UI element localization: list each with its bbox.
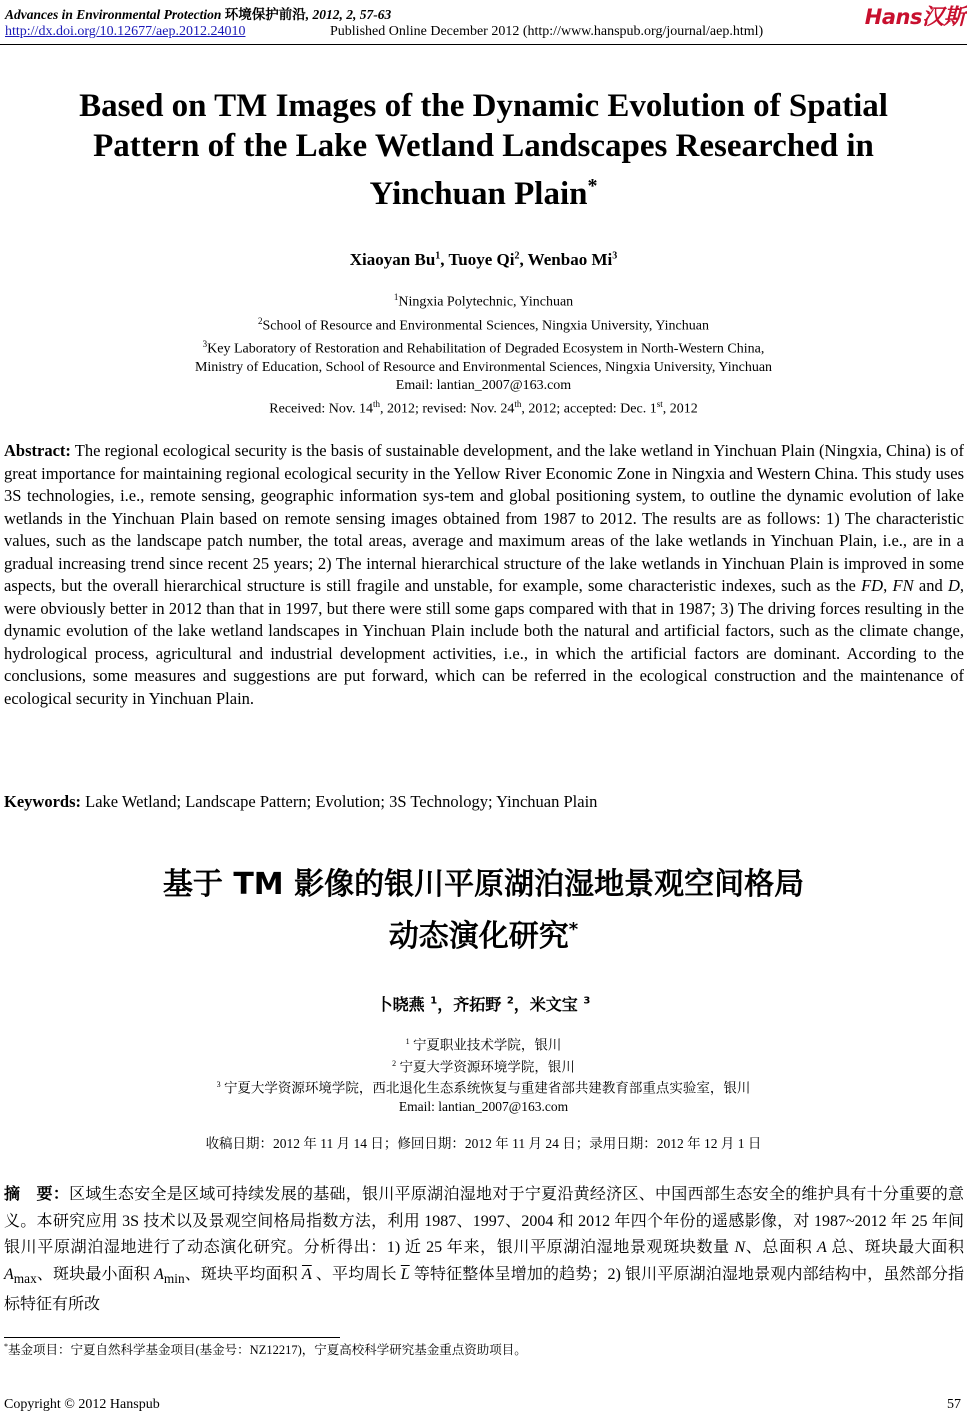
journal-citation: , 2012, 2, 57-63 [305,7,392,22]
authors-cn [0,992,967,1015]
affiliation-en: $^3$Key Laboratory of Restoration and Rehabilitation of Degraded Ecosystem in North-Western China, [202,339,765,357]
author-cn: 齐拓野 $^2$， [453,995,530,1014]
author-cn: 米文宝 $^3$ [529,995,591,1014]
footnote: *基金项目：宁夏自然科学基金项目(基金号：NZ12217)，宁夏高校科学研究基金重点资助项目。 [4,1341,527,1357]
page-number: 57 [947,1397,961,1412]
title-en [20,86,947,214]
doi-link[interactable]: http://dx.doi.org/10.12677/aep.2012.24010 [5,24,246,39]
affiliation-cn: $^1$ 宁夏职业技术学院，银川 [405,1037,562,1053]
journal-name-en: Advances in Environmental Protection [5,7,222,22]
title-cn [0,862,967,959]
keywords-text: Lake Wetland; Landscape Pattern; Evolution; 3S Technology; Yinchuan Plain [81,792,598,811]
footnote-divider [4,1337,340,1338]
received-dates-cn: 收稿日期：2012 年 11 月 14 日；修回日期：2012 年 11 月 24 日；录用日期：2012 年 12 月 1 日 [205,1136,762,1151]
affiliation-en: $^2$School of Resource and Environmental Sciences, Ningxia University, Yinchuan [258,315,709,334]
logo-hans: Hans [864,5,922,29]
email-en: Email: lantian_2007@163.com [395,377,572,393]
affiliation-en: $^1$Ningxia Polytechnic, Yinchuan [393,292,574,310]
published-online: Published Online December 2012 (http://www.hanspub.org/journal/aep.html) [330,24,764,39]
received-dates-en: Received: Nov. 14th, 2012; revised: Nov. 24th, 2012; accepted: Dec. 1st, 2012 [269,399,698,417]
author-en: Wenbao Mi$^3$ [527,250,618,269]
title-cn-line-1: 基于 TM 影像的银川平原湖泊湿地景观空间格局 [162,867,805,902]
title-footnote-mark: * [587,175,598,197]
author-en: Xiaoyan Bu$^1$, [349,250,449,269]
abstract-cn: 摘 要：区域生态安全是区域可持续发展的基础，银川平原湖泊湿地对于宁夏沿黄经济区、中国西部生态安全的维护具有十分重要的意义。本研究应用 3S 技术以及景观空间格局指数方法，利用 1987、1997、2004 和 2012 年四个年份的遥感影像，对 1987~2012 年 25 年间银川平原湖泊湿地进行了动态演化研究。分析得出：1) 近 25 年来，银川平原湖泊湿地景观斑块数量 N、总面积 A 总、斑块最大面积 $A_{max}$、斑块最小面积 $A_{min}$、斑块平均面积 $\overline{A}$ 、平均周长 $\overline{L}$ 等特征整体呈增加的趋势；2) 银川平原湖泊湿地景观内部结构中，虽然部分指标特征有所改 [4,1184,964,1314]
affiliations-en [0,288,967,395]
affiliation-cn: $^3$ 宁夏大学资源环境学院，西北退化生态系统恢复与重建省部共建教育部重点实验室，银川 [216,1080,751,1096]
journal-header [5,3,391,23]
abstract-label: Abstract: [4,441,71,460]
title-en-line-2: Pattern of the Lake Wetland Landscapes Researched in [93,128,874,164]
author-cn: 卜晓燕 $^1$， [376,995,454,1014]
journal-name-cn: 环境保护前沿 [224,7,306,22]
authors-en [0,250,967,270]
author-en: Tuoye Qi$^2$, [448,250,528,269]
title-en-line-1: Based on TM Images of the Dynamic Evolution of Spatial [79,88,888,124]
keywords-en [4,792,964,812]
affiliation-en: Ministry of Education, School of Resource and Environmental Sciences, Ningxia University, Yinchuan [194,359,773,375]
affiliations-cn [0,1033,967,1116]
email-cn: Email: lantian_2007@163.com [398,1098,569,1114]
title-cn-line-2: 动态演化研究* [388,919,579,954]
hanspub-logo [865,0,965,31]
affiliation-cn: $^2$ 宁夏大学资源环境学院，银川 [392,1058,575,1074]
copyright: Copyright © 2012 Hanspub [4,1397,160,1412]
title-en-line-3: Yinchuan Plain* [369,175,598,212]
header-divider [0,44,967,45]
doi-line [5,24,245,40]
abstract-en: Abstract: The regional ecological security is the basis of sustainable development, and the lake wetland in Yinchuan Plain (Ningxia, China) is of great importance for maintaining regional ecological security in the Yellow River Economic Zone in Ningxia and Western China. This study uses 3S technologies, i.e., remote sensing, geographic information sys-tem and global positioning system, to outline the dynamic evolution of lake wetlands in the Yinchuan Plain based on remote sensing images obtained from 1987 to 2012. The results are as follows: 1) The characteristic values, such as the landscape patch number, the total areas, average and maximum areas of the lake wetlands in Yinchuan Plain, i.e., are in a gradual increasing trend since recent 25 years; 2) The internal hierarchical structure of the lake wetlands in Yinchuan Plain is improved in some aspects, but the overall hierarchical structure is still fragile and unstable, for example, some characteristic indexes, such as the FD, FN and D, were obviously better in 2012 than that in 1997, but there were still some gaps compared with that in 1987; 3) The driving forces resulting in the dynamic evolution of the lake wetland landscapes in Yinchuan Plain include both the natural and artificial factors, such as the climate change, hydrological process, agricultural and industrial development activities, i.e., in which the artificial factors are dominant. According to the conclusions, some measures and suggestions are put forward, which can be referred in the ecological construction and the maintenance of ecological security in Yinchuan Plain. [4,441,965,708]
logo-cn: 汉斯 [921,5,965,30]
keywords-label: Keywords: [4,792,81,811]
abstract-cn-label: 摘 要： [4,1184,70,1203]
